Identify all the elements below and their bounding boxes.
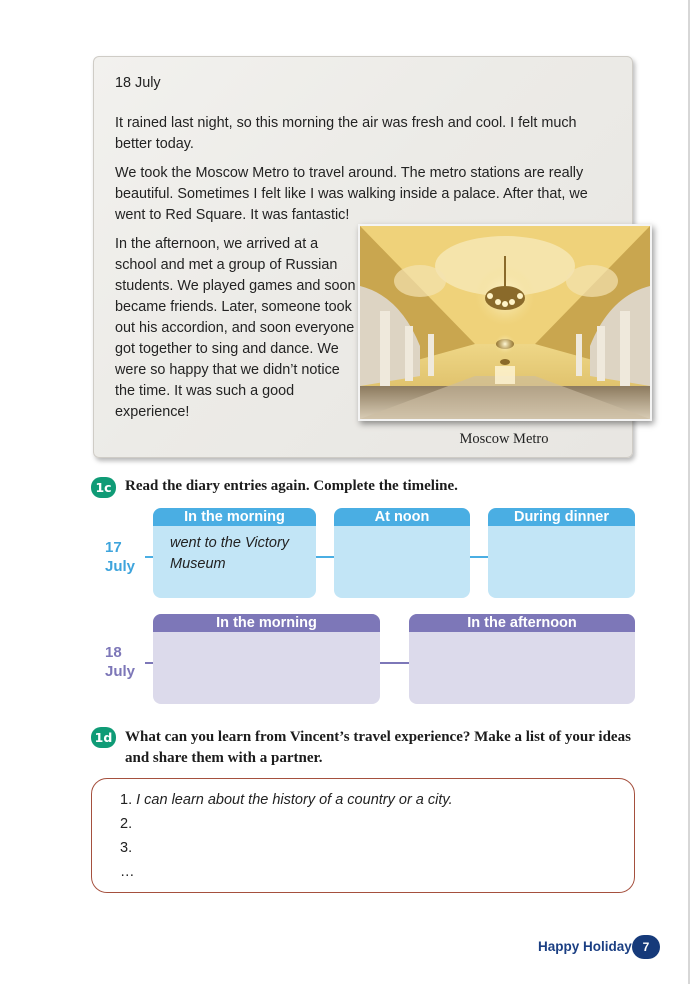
timeline-box-heading: In the afternoon <box>409 614 635 632</box>
answer-line-2: Museum <box>170 556 226 572</box>
idea-item-3[interactable] <box>120 838 132 858</box>
timeline-box-18-morning[interactable] <box>153 614 380 704</box>
timeline-connector <box>380 662 409 664</box>
exercise-1d-instruction <box>125 727 645 769</box>
idea-number: 2. <box>120 816 133 832</box>
metro-hall-illustration <box>360 226 650 419</box>
date-month: July <box>105 558 136 575</box>
exercise-badge-1c: 1c <box>91 477 116 498</box>
timeline-date-17-july <box>105 538 135 576</box>
photo-caption: Moscow Metro <box>459 431 549 447</box>
timeline-box-heading: At noon <box>334 508 470 526</box>
idea-number: 1. <box>120 792 133 808</box>
page-edge <box>688 0 690 984</box>
date-day: 17 <box>105 539 122 556</box>
answer-line-1: went to the Victory <box>170 535 290 551</box>
page-number-badge: 7 <box>632 935 660 959</box>
footer-unit-title: Happy Holiday <box>538 939 632 954</box>
ideas-list-box[interactable] <box>91 778 635 893</box>
diary-paragraph-2: We took the Moscow Metro to travel around. The metro stations are really beautiful. Sometimes I felt like I was walking inside a palace. After that, we went to Red Square. It was fantastic! <box>115 165 588 223</box>
instruction-line-1: What can you learn from Vincent’s travel experience? Make a list of your ideas <box>125 729 631 745</box>
timeline-answer[interactable] <box>153 526 316 575</box>
timeline-connector <box>470 556 488 558</box>
instruction-line-2: and share them with a partner. <box>125 750 323 766</box>
timeline-box-17-morning <box>153 508 316 598</box>
diary-paragraph-3: In the afternoon, we arrived at a school and met a group of Russian students. We played games and soon became friends. Later, someone took out his accordion, and soon everyone got together to sing and dance. We were so happy that we didn’t notice the time. It was such a good experience! <box>115 236 356 420</box>
diary-date: 18 July <box>115 75 161 91</box>
moscow-metro-photo <box>358 224 652 421</box>
idea-number: … <box>120 864 135 880</box>
timeline-box-heading: In the morning <box>153 614 380 632</box>
timeline-box-17-dinner[interactable] <box>488 508 635 598</box>
timeline-connector <box>316 556 334 558</box>
idea-number: 3. <box>120 840 133 856</box>
date-month: July <box>105 663 136 680</box>
exercise-1c-instruction: Read the diary entries again. Complete the timeline. <box>125 478 458 494</box>
date-day: 18 <box>105 644 122 661</box>
diary-paragraph-1: It rained last night, so this morning the air was fresh and cool. I felt much better today. <box>115 115 577 152</box>
idea-text: I can learn about the history of a country or a city. <box>136 792 453 808</box>
timeline-box-18-afternoon[interactable] <box>409 614 635 704</box>
timeline-date-18-july <box>105 643 135 681</box>
exercise-badge-1d: 1d <box>91 727 116 748</box>
idea-item-more[interactable] <box>120 862 135 882</box>
idea-item-1 <box>120 790 453 810</box>
timeline-box-heading: During dinner <box>488 508 635 526</box>
idea-item-2[interactable] <box>120 814 132 834</box>
timeline-box-17-noon[interactable] <box>334 508 470 598</box>
timeline-box-heading: In the morning <box>153 508 316 526</box>
